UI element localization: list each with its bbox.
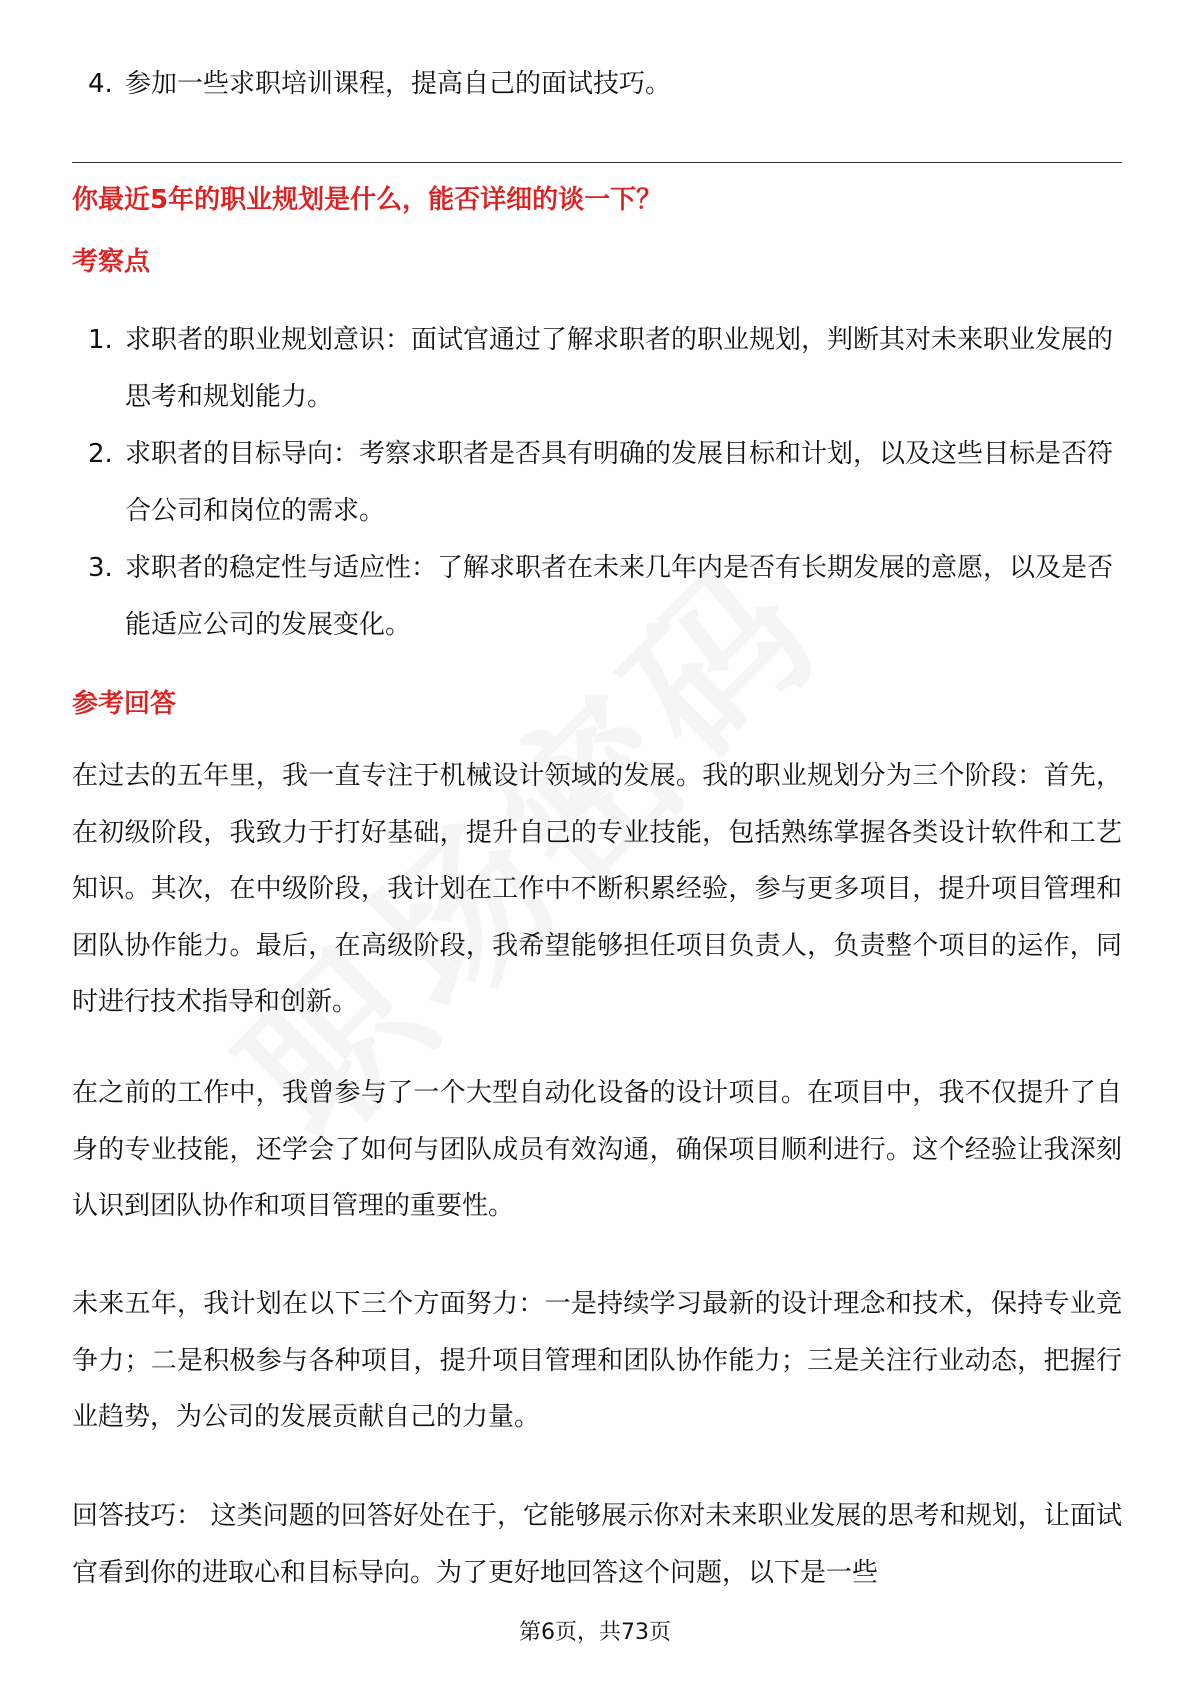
list-item bbox=[72, 426, 1122, 540]
list-number: 2. bbox=[88, 439, 113, 469]
list-text: 参加一些求职培训课程，提高自己的面试技巧。 bbox=[125, 69, 672, 99]
list-number: 3. bbox=[88, 553, 113, 583]
points-list bbox=[72, 312, 1122, 654]
list-number: 4. bbox=[88, 69, 113, 99]
list-number: 1. bbox=[88, 325, 113, 355]
list-text: 求职者的职业规划意识：面试官通过了解求职者的职业规划，判断其对未来职业发展的思考和规划能力。 bbox=[125, 325, 1114, 412]
tips-paragraph: 回答技巧： 这类问题的回答好处在于，它能够展示你对未来职业发展的思考和规划，让面试官看到你的进取心和目标导向。为了更好地回答这个问题，以下是一些 bbox=[72, 1501, 1122, 1588]
answer-paragraph: 在之前的工作中，我曾参与了一个大型自动化设备的设计项目。在项目中，我不仅提升了自身的专业技能，还学会了如何与团队成员有效沟通，确保项目顺利进行。这个经验让我深刻认识到团队协作和项目管理的重要性。 bbox=[72, 1078, 1122, 1221]
question-heading: 你最近5年的职业规划是什么，能否详细的谈一下？ bbox=[72, 185, 663, 215]
answer-paragraph: 在过去的五年里，我一直专注于机械设计领域的发展。我的职业规划分为三个阶段：首先，在初级阶段，我致力于打好基础，提升自己的专业技能，包括熟练掌握各类设计软件和工艺知识。其次，在中级阶段，我计划在工作中不断积累经验，参与更多项目，提升项目管理和团队协作能力。最后，在高级阶段，我希望能够担任项目负责人，负责整个项目的运作，同时进行技术指导和创新。 bbox=[72, 761, 1122, 1017]
list-text: 求职者的稳定性与适应性：了解求职者在未来几年内是否有长期发展的意愿，以及是否能适应公司的发展变化。 bbox=[125, 553, 1114, 640]
list-text: 求职者的目标导向：考察求职者是否具有明确的发展目标和计划，以及这些目标是否符合公司和岗位的需求。 bbox=[125, 439, 1114, 526]
list-item bbox=[72, 56, 1122, 113]
answer-label: 参考回答 bbox=[72, 689, 177, 719]
points-label: 考察点 bbox=[72, 247, 151, 277]
list-item bbox=[72, 540, 1122, 654]
section-divider bbox=[72, 162, 1122, 163]
list-item bbox=[72, 312, 1122, 426]
answer-paragraph: 未来五年，我计划在以下三个方面努力：一是持续学习最新的设计理念和技术，保持专业竞争力；二是积极参与各种项目，提升项目管理和团队协作能力；三是关注行业动态，把握行业趋势，为公司的发展贡献自己的力量。 bbox=[72, 1289, 1122, 1432]
page-number-footer: 第6页，共73页 bbox=[519, 1620, 671, 1645]
